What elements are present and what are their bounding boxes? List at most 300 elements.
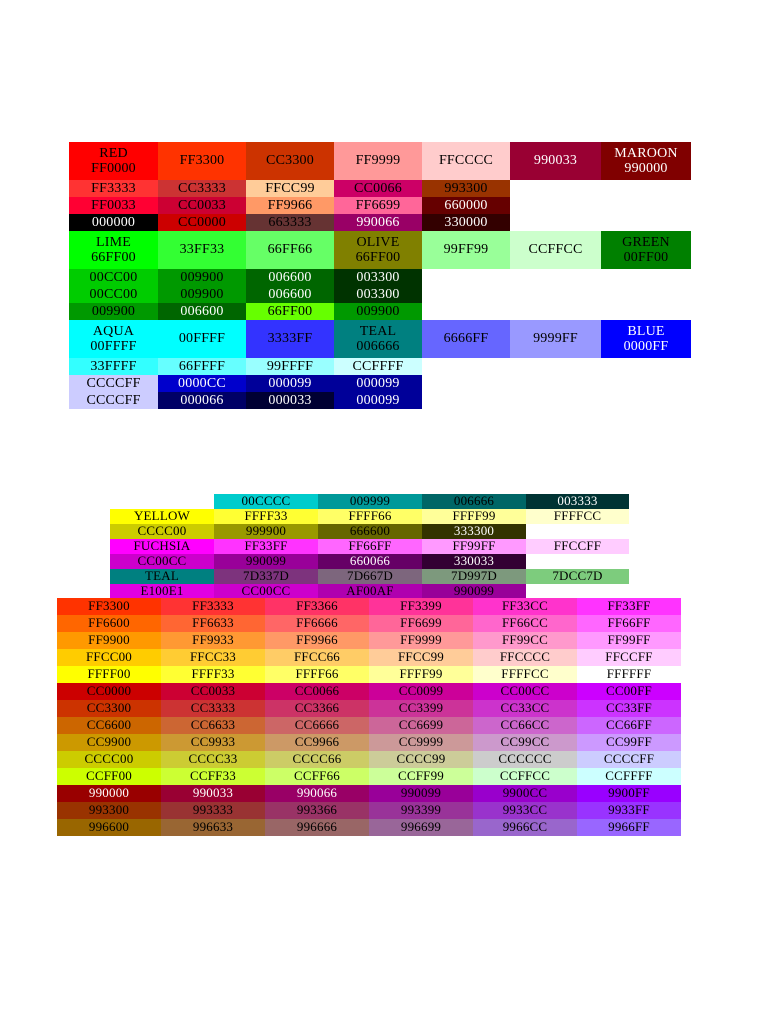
color-swatch (158, 375, 246, 392)
swatch-label: CC9999 (398, 734, 444, 750)
color-swatch (246, 303, 334, 320)
color-swatch (265, 768, 369, 785)
swatch-label: 66FFFF (178, 358, 226, 374)
swatch-label: CC99CC (500, 734, 550, 750)
swatch-row (69, 197, 691, 214)
color-swatch (265, 700, 369, 717)
color-swatch (158, 180, 246, 197)
color-swatch (69, 320, 158, 358)
color-swatch (69, 358, 158, 375)
swatch-label: 9933FF (608, 802, 650, 818)
color-swatch (422, 392, 510, 409)
swatch-label: FF6633 (192, 615, 234, 631)
color-swatch (110, 494, 214, 509)
color-swatch (161, 751, 265, 768)
swatch-label: MAROON (614, 145, 678, 161)
color-swatch (161, 666, 265, 683)
swatch-label: FF9966 (267, 197, 313, 213)
swatch-label: CC3333 (190, 700, 236, 716)
swatch-label: CC66CC (500, 717, 550, 733)
color-swatch (69, 214, 158, 231)
swatch-row (57, 649, 681, 666)
swatch-label: FF66CC (501, 615, 548, 631)
swatch-label: CC6633 (190, 717, 236, 733)
swatch-label: FFFFCC (553, 509, 602, 524)
color-swatch (265, 666, 369, 683)
swatch-label: CC0066 (294, 683, 340, 699)
swatch-label: FF0000 (91, 161, 136, 176)
swatch-label: FFCCFF (553, 539, 602, 554)
color-swatch (69, 375, 158, 392)
color-swatch (57, 734, 161, 751)
swatch-label: 009900 (180, 269, 224, 285)
color-swatch (369, 751, 473, 768)
color-swatch (369, 683, 473, 700)
swatch-label: CC3366 (294, 700, 340, 716)
color-swatch (334, 197, 422, 214)
color-swatch (510, 320, 601, 358)
swatch-label: FFFF33 (191, 666, 235, 682)
swatch-label: CC33FF (605, 700, 652, 716)
color-swatch (110, 524, 214, 539)
color-swatch (577, 700, 681, 717)
swatch-label: 66FF00 (355, 250, 401, 265)
swatch-label: 990000 (624, 161, 668, 176)
color-swatch (265, 819, 369, 836)
swatch-label: FF9999 (355, 153, 401, 169)
color-swatch (318, 524, 422, 539)
swatch-row (57, 632, 681, 649)
swatch-label: CC3333 (178, 180, 226, 196)
color-swatch (57, 751, 161, 768)
color-swatch (246, 269, 334, 286)
color-swatch (161, 802, 265, 819)
color-swatch (422, 303, 510, 320)
color-swatch (422, 197, 510, 214)
swatch-label: 993300 (88, 802, 130, 818)
swatch-row (57, 598, 681, 615)
swatch-row (69, 303, 691, 320)
swatch-label: CCCC33 (188, 751, 238, 767)
color-swatch (110, 539, 214, 554)
swatch-label: 7D667D (347, 569, 393, 584)
swatch-row (57, 785, 681, 802)
swatch-label: CCCC66 (292, 751, 342, 767)
swatch-label: 009900 (356, 303, 400, 319)
swatch-label: 006666 (453, 494, 495, 509)
swatch-label: 006600 (268, 269, 312, 285)
swatch-row (69, 392, 691, 409)
swatch-row (57, 700, 681, 717)
swatch-label: 330033 (453, 554, 495, 569)
color-swatch (422, 214, 510, 231)
swatch-label: 000099 (268, 375, 312, 391)
swatch-label: 663333 (268, 214, 312, 230)
swatch-label: 99FFFF (266, 358, 314, 374)
color-swatch (158, 231, 246, 269)
swatch-label: CCCCCC (498, 751, 552, 767)
swatch-label: CC3399 (398, 700, 444, 716)
swatch-label: 990099 (400, 785, 442, 801)
color-swatch (57, 785, 161, 802)
swatch-label: YELLOW (133, 509, 191, 524)
color-swatch (601, 142, 691, 180)
swatch-row (57, 717, 681, 734)
swatch-label: 993333 (192, 802, 234, 818)
swatch-label: CC00CC (500, 683, 550, 699)
color-swatch (69, 303, 158, 320)
color-swatch (318, 509, 422, 524)
color-chart-bottom (57, 598, 681, 836)
swatch-label: 333300 (453, 524, 495, 539)
color-swatch (601, 303, 691, 320)
swatch-row (57, 751, 681, 768)
color-swatch (422, 554, 526, 569)
color-swatch (57, 717, 161, 734)
color-swatch (577, 819, 681, 836)
swatch-label: 006600 (180, 303, 224, 319)
swatch-label: CC9933 (190, 734, 236, 750)
color-swatch (577, 768, 681, 785)
color-swatch (318, 539, 422, 554)
color-swatch (110, 509, 214, 524)
color-chart-top (69, 142, 691, 409)
swatch-row (110, 509, 629, 524)
color-swatch (318, 584, 422, 599)
swatch-row (57, 683, 681, 700)
color-swatch (526, 554, 629, 569)
swatch-row (57, 734, 681, 751)
swatch-label: CCCC99 (396, 751, 446, 767)
color-swatch (246, 214, 334, 231)
color-swatch (369, 717, 473, 734)
color-swatch (158, 214, 246, 231)
color-swatch (369, 768, 473, 785)
swatch-label: 990066 (356, 214, 400, 230)
swatch-label: 000099 (356, 375, 400, 391)
swatch-label: FFCCFF (605, 649, 653, 665)
swatch-label: FFCCCC (438, 153, 494, 169)
swatch-row (69, 180, 691, 197)
color-swatch (510, 180, 601, 197)
color-swatch (265, 683, 369, 700)
color-swatch (526, 569, 629, 584)
color-swatch (473, 717, 577, 734)
color-swatch (369, 666, 473, 683)
swatch-row (57, 768, 681, 785)
color-swatch (334, 142, 422, 180)
swatch-label: FFCC66 (293, 649, 340, 665)
color-swatch (158, 197, 246, 214)
color-swatch (161, 819, 265, 836)
color-swatch (161, 768, 265, 785)
color-swatch (69, 142, 158, 180)
color-swatch (265, 751, 369, 768)
swatch-label: TEAL (359, 323, 397, 339)
swatch-label: CCFFFF (605, 768, 653, 784)
swatch-row (110, 554, 629, 569)
color-swatch (601, 392, 691, 409)
swatch-label: CC0033 (190, 683, 236, 699)
color-swatch (369, 734, 473, 751)
color-swatch (57, 819, 161, 836)
color-swatch (510, 303, 601, 320)
color-swatch (422, 358, 510, 375)
color-swatch (577, 649, 681, 666)
swatch-row (69, 214, 691, 231)
color-swatch (246, 231, 334, 269)
swatch-label: FF3399 (400, 598, 442, 614)
swatch-label: 0000FF (623, 339, 669, 354)
color-swatch (422, 231, 510, 269)
color-swatch (369, 802, 473, 819)
swatch-label: 000066 (180, 392, 224, 408)
color-swatch (158, 269, 246, 286)
color-swatch (422, 524, 526, 539)
color-swatch (422, 269, 510, 286)
color-swatch (369, 649, 473, 666)
swatch-label: 7DCC7D (552, 569, 603, 584)
color-swatch (577, 717, 681, 734)
swatch-label: 990033 (533, 153, 578, 169)
swatch-label: 990099 (453, 584, 495, 599)
color-swatch (510, 375, 601, 392)
color-swatch (369, 785, 473, 802)
swatch-label: CC6600 (86, 717, 132, 733)
swatch-label: LIME (95, 234, 131, 250)
color-swatch (422, 569, 526, 584)
color-swatch (57, 649, 161, 666)
color-swatch (510, 392, 601, 409)
swatch-row (110, 584, 629, 599)
swatch-label: CC99FF (605, 734, 652, 750)
color-swatch (158, 392, 246, 409)
swatch-label: FF33FF (607, 598, 651, 614)
swatch-label: CC9900 (86, 734, 132, 750)
color-swatch (318, 554, 422, 569)
color-swatch (601, 180, 691, 197)
color-swatch (265, 785, 369, 802)
swatch-label: 009900 (91, 303, 136, 319)
color-swatch (601, 231, 691, 269)
swatch-label: 993300 (444, 180, 488, 196)
swatch-label: FFFFFF (606, 666, 652, 682)
swatch-label: 996633 (192, 819, 234, 835)
swatch-label: CCFFCC (499, 768, 551, 784)
color-swatch (57, 598, 161, 615)
swatch-label: CC66FF (605, 717, 652, 733)
swatch-label: 993366 (296, 802, 338, 818)
color-swatch (318, 494, 422, 509)
color-swatch (473, 768, 577, 785)
color-chart-middle (110, 494, 629, 599)
swatch-label: FFCCCC (499, 649, 551, 665)
swatch-label: 003333 (557, 494, 598, 509)
color-swatch (422, 539, 526, 554)
swatch-label: 99FF99 (443, 242, 489, 258)
swatch-label: 330000 (444, 214, 488, 230)
color-swatch (334, 214, 422, 231)
color-swatch (110, 554, 214, 569)
swatch-label: BLUE (627, 323, 665, 339)
swatch-label: CCCCFF (86, 375, 141, 391)
color-swatch (422, 584, 526, 599)
color-swatch (422, 142, 510, 180)
color-swatch (369, 819, 473, 836)
swatch-row (57, 615, 681, 632)
swatch-label: 990033 (192, 785, 234, 801)
swatch-label: 00FFFF (90, 339, 137, 354)
color-swatch (369, 700, 473, 717)
color-swatch (577, 683, 681, 700)
color-swatch (265, 615, 369, 632)
color-swatch (526, 494, 629, 509)
color-swatch (69, 197, 158, 214)
swatch-row (69, 231, 691, 269)
swatch-label: FFCC00 (85, 649, 132, 665)
color-swatch (473, 751, 577, 768)
swatch-label: AQUA (92, 323, 135, 339)
color-swatch (473, 683, 577, 700)
color-swatch (110, 569, 214, 584)
swatch-label: 660066 (349, 554, 391, 569)
swatch-label: CCCCFF (603, 751, 655, 767)
color-swatch (161, 734, 265, 751)
color-swatch (369, 598, 473, 615)
color-swatch (161, 683, 265, 700)
swatch-label: CC3300 (266, 153, 314, 169)
swatch-label: 996699 (400, 819, 442, 835)
color-swatch (510, 358, 601, 375)
color-swatch (110, 584, 214, 599)
swatch-label: FF66FF (607, 615, 651, 631)
color-swatch (473, 649, 577, 666)
color-swatch (473, 700, 577, 717)
swatch-label: AF00AF (346, 584, 394, 599)
swatch-label: E100E1 (140, 584, 184, 599)
swatch-label: FF3300 (179, 153, 225, 169)
swatch-label: CC0033 (178, 197, 226, 213)
color-swatch (158, 320, 246, 358)
color-swatch (601, 269, 691, 286)
color-swatch (57, 802, 161, 819)
swatch-label: 00FFFF (178, 331, 226, 347)
swatch-row (57, 666, 681, 683)
swatch-label: 003300 (356, 286, 400, 302)
swatch-label: CCCC00 (137, 524, 187, 539)
color-swatch (158, 358, 246, 375)
color-swatch (473, 598, 577, 615)
swatch-label: 000099 (356, 392, 400, 408)
swatch-label: CC3300 (86, 700, 132, 716)
color-swatch (214, 554, 318, 569)
swatch-label: 3333FF (267, 331, 313, 347)
color-swatch (57, 700, 161, 717)
swatch-label: CCFFCC (528, 242, 583, 258)
color-swatch (214, 494, 318, 509)
swatch-label: 6666FF (443, 331, 489, 347)
swatch-label: 00CC00 (89, 269, 138, 285)
color-swatch (577, 802, 681, 819)
color-swatch (526, 539, 629, 554)
swatch-label: CC6699 (398, 717, 444, 733)
swatch-label: 009999 (349, 494, 391, 509)
swatch-label: CC6666 (294, 717, 340, 733)
color-swatch (246, 358, 334, 375)
swatch-label: FF3333 (192, 598, 234, 614)
swatch-label: RED (99, 145, 128, 161)
swatch-label: 996666 (296, 819, 338, 835)
swatch-label: FF9900 (88, 632, 130, 648)
color-swatch (422, 286, 510, 303)
color-swatch (265, 598, 369, 615)
color-swatch (246, 286, 334, 303)
color-swatch (161, 649, 265, 666)
swatch-label: 660000 (444, 197, 488, 213)
color-swatch (265, 649, 369, 666)
color-swatch (214, 509, 318, 524)
swatch-row (69, 286, 691, 303)
color-swatch (577, 785, 681, 802)
swatch-label: FF3366 (296, 598, 338, 614)
swatch-label: FFFF99 (452, 509, 496, 524)
swatch-row (69, 320, 691, 358)
swatch-label: FFFF66 (295, 666, 339, 682)
swatch-label: 33FFFF (90, 358, 137, 374)
swatch-label: 990000 (88, 785, 130, 801)
swatch-label: FFFF99 (399, 666, 443, 682)
swatch-row (69, 375, 691, 392)
color-swatch (510, 269, 601, 286)
color-swatch (577, 632, 681, 649)
color-swatch (57, 615, 161, 632)
swatch-label: CCFF99 (397, 768, 444, 784)
color-swatch (69, 269, 158, 286)
swatch-label: CC33CC (500, 700, 550, 716)
swatch-label: 006600 (268, 286, 312, 302)
swatch-label: FF3300 (88, 598, 130, 614)
color-swatch (265, 632, 369, 649)
color-swatch (214, 539, 318, 554)
swatch-label: CCFF00 (85, 768, 132, 784)
swatch-label: CCCCFF (86, 392, 141, 408)
color-swatch (422, 509, 526, 524)
swatch-label: 000033 (268, 392, 312, 408)
swatch-label: 9933CC (502, 802, 548, 818)
swatch-row (110, 494, 629, 509)
swatch-label: 003300 (356, 269, 400, 285)
swatch-label: CCCC00 (84, 751, 134, 767)
color-swatch (161, 632, 265, 649)
swatch-label: 996600 (88, 819, 130, 835)
color-swatch (214, 569, 318, 584)
color-swatch (265, 717, 369, 734)
color-swatch (57, 768, 161, 785)
color-swatch (265, 802, 369, 819)
color-swatch (246, 320, 334, 358)
swatch-label: FFCC33 (189, 649, 236, 665)
color-swatch (69, 231, 158, 269)
swatch-label: 993399 (400, 802, 442, 818)
color-swatch (473, 615, 577, 632)
color-swatch (510, 286, 601, 303)
color-swatch (161, 598, 265, 615)
color-swatch (601, 358, 691, 375)
color-swatch (526, 524, 629, 539)
color-swatch (246, 142, 334, 180)
color-swatch (334, 269, 422, 286)
swatch-label: FFFF33 (244, 509, 288, 524)
